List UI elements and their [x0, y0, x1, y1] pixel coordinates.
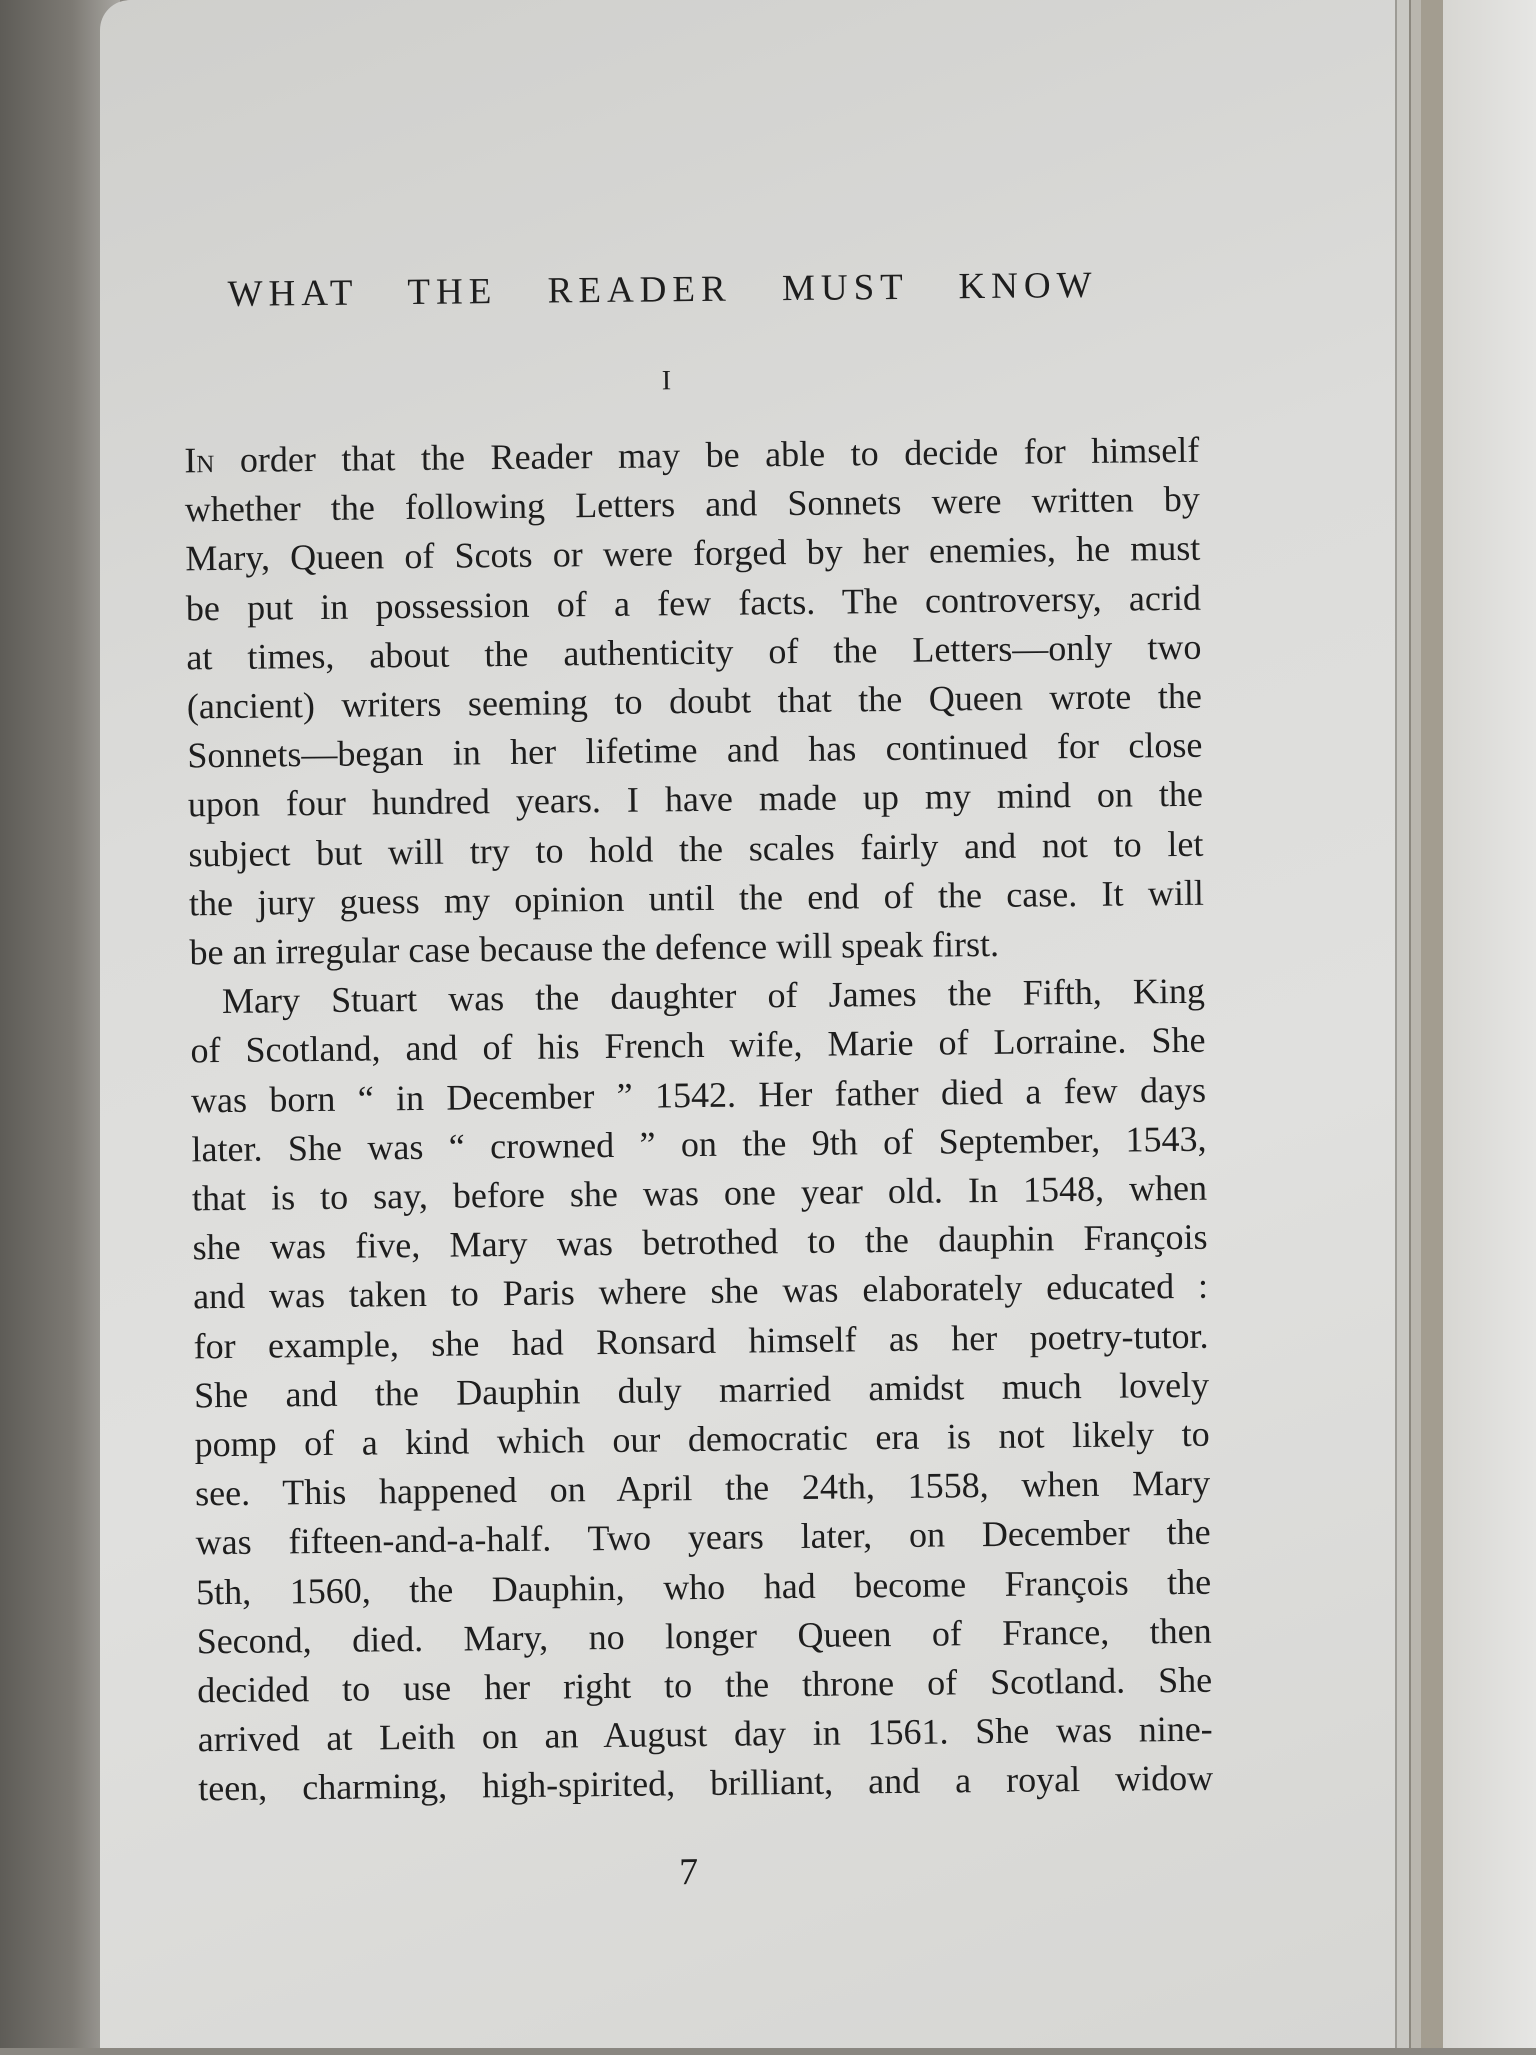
text-line — [192, 1166, 1207, 1221]
text-line — [197, 1707, 1212, 1762]
text-line — [193, 1264, 1208, 1319]
text-line — [186, 575, 1201, 630]
line-text: upon four hundred years. I have made up my mind on the — [187, 774, 1204, 825]
text-line — [185, 477, 1200, 532]
chapter-title: WHAT THE READER MUST KNOW — [227, 264, 1098, 315]
line-text: subject but will try to hold the scales fairly and not to let — [188, 823, 1204, 874]
line-text: teen, charming, high-spirited, brilliant, and a royal widow — [198, 1758, 1214, 1809]
text-line — [197, 1658, 1212, 1713]
line-text: (ancient) writers seeming to doubt that the Queen wrote the — [186, 675, 1203, 727]
text-line — [222, 969, 1205, 1023]
text-line — [189, 920, 1204, 975]
text-line — [188, 772, 1203, 827]
text-line — [192, 1215, 1207, 1270]
line-text: was born “ in December ” 1542. Her father died a few days — [190, 1069, 1207, 1120]
line-text: at times, about the authenticity of the Letters—only two — [186, 626, 1202, 678]
line-text: Mary, Queen of Scots or were forged by her enemies, he must — [185, 528, 1201, 579]
drop-small-caps: In — [184, 440, 215, 481]
text-line — [196, 1608, 1211, 1663]
line-text: be an irregular case because the defence will speak first. — [189, 923, 1000, 973]
line-text: later. She was “ crowned ” on the 9th of September, 1543, — [191, 1118, 1207, 1170]
text-line — [189, 871, 1204, 926]
text-line — [191, 1117, 1206, 1172]
line-text: arrived at Leith on an August day in 1561. She was nine- — [197, 1708, 1213, 1760]
text-line — [191, 1067, 1206, 1122]
line-text: Second, died. Mary, no longer Queen of France, then — [196, 1610, 1212, 1662]
section-number: I — [661, 365, 672, 397]
line-text: that is to say, before she was one year old. In 1548, when — [191, 1167, 1208, 1219]
text-line — [185, 526, 1200, 581]
text-line — [195, 1461, 1210, 1516]
text-line — [187, 723, 1202, 778]
line-text: for example, she had Ronsard himself as her poetry-tutor. — [193, 1315, 1209, 1366]
line-text: be put in possession of a few facts. The controversy, acrid — [185, 577, 1202, 628]
text-line — [190, 1018, 1205, 1073]
text-line — [187, 674, 1202, 729]
page-number: 7 — [678, 1851, 699, 1894]
text-line — [193, 1313, 1208, 1368]
line-text: see. This happened on April the 24th, 1558, when Mary — [194, 1462, 1211, 1514]
line-text: of Scotland, and of his French wife, Marie of Lorraine. She — [190, 1020, 1206, 1071]
line-text: order that the Reader may be able to decide for himself — [214, 429, 1200, 481]
text-line — [196, 1559, 1211, 1614]
text-line — [188, 821, 1203, 876]
line-text: She and the Dauphin duly married amidst much lovely — [193, 1364, 1210, 1416]
line-text: Mary Stuart was the daughter of James the Fifth, King — [221, 970, 1206, 1022]
line-text: 5th, 1560, the Dauphin, who had become François the — [195, 1561, 1212, 1612]
line-text: pomp of a kind which our democratic era is not likely to — [194, 1413, 1210, 1465]
line-text: she was five, Mary was betrothed to the dauphin François — [192, 1216, 1208, 1268]
line-text: decided to use her right to the throne of Scotland. She — [196, 1659, 1213, 1711]
text-line — [184, 428, 1199, 483]
line-text: whether the following Letters and Sonnets were written by — [184, 478, 1200, 530]
line-text: was fifteen-and-a-half. Two years later, on December the — [195, 1512, 1211, 1563]
line-text: the jury guess my opinion until the end of the case. It will — [188, 872, 1205, 924]
text-line — [194, 1412, 1209, 1467]
line-text: Sonnets—began in her lifetime and has continued for close — [187, 724, 1203, 776]
text-line — [186, 625, 1201, 680]
text-line — [194, 1362, 1209, 1417]
text-line — [195, 1510, 1210, 1565]
line-text: and was taken to Paris where she was elaborately educated : — [192, 1266, 1209, 1317]
text-line — [198, 1756, 1213, 1811]
